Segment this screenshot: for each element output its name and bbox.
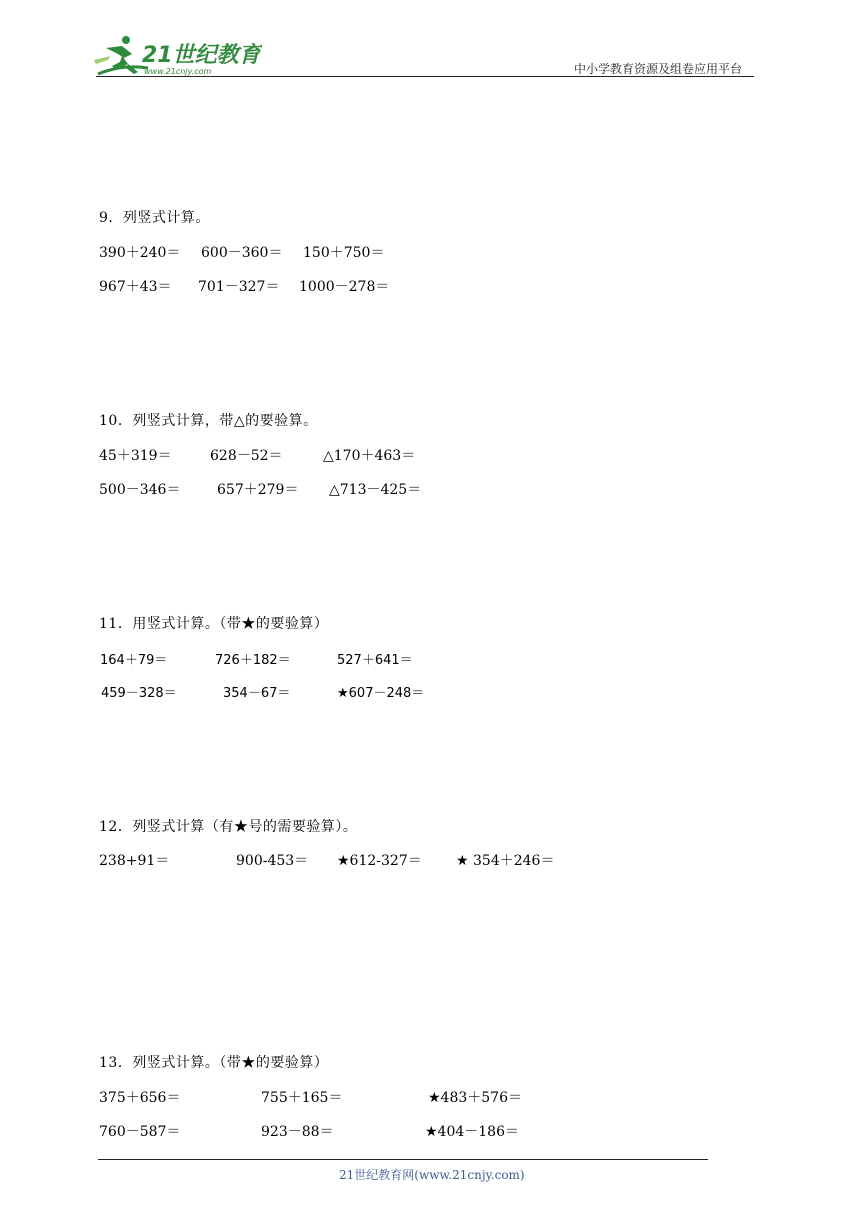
- q9-expr: 1000－278＝: [299, 279, 390, 295]
- q11-expr: 459－328＝: [101, 686, 177, 701]
- footer-link[interactable]: 21世纪教育网(www.21cnjy.com): [339, 1168, 525, 1182]
- q9-expr: 701－327＝: [198, 279, 280, 295]
- q9-expr: 150＋750＝: [303, 245, 385, 261]
- runner-logo-icon: [92, 34, 262, 78]
- q12-expr: ★612-327＝: [337, 853, 422, 869]
- q11-expr: ★607－248＝: [337, 686, 425, 701]
- q10-expr: △170＋463＝: [323, 448, 416, 464]
- q13-expr: 755＋165＝: [261, 1090, 343, 1106]
- q10-expr: 628－52＝: [210, 448, 283, 464]
- logo-text: 21世纪教育: [142, 43, 261, 68]
- logo-url: www.21cnjy.com: [144, 67, 212, 76]
- q12-expr: 900-453＝: [236, 853, 309, 869]
- question-10-title: 10．列竖式计算，带△的要验算。: [99, 413, 318, 429]
- q12-expr: ★ 354＋246＝: [456, 853, 555, 869]
- question-11-title: 11．用竖式计算。（带★的要验算）: [99, 616, 329, 632]
- site-logo: [92, 34, 262, 78]
- q10-expr: 657＋279＝: [217, 482, 299, 498]
- question-13-title: 13．列竖式计算。（带★的要验算）: [99, 1055, 329, 1071]
- q11-expr: 354－67＝: [223, 686, 291, 701]
- q13-expr: 760－587＝: [99, 1124, 181, 1140]
- q11-expr: 726＋182＝: [215, 653, 291, 668]
- q13-expr: 375＋656＝: [99, 1090, 181, 1106]
- site-name: 中小学教育资源及组卷应用平台: [574, 62, 743, 76]
- question-12-title: 12．列竖式计算（有★号的需要验算）。: [99, 819, 358, 835]
- q11-expr: 527＋641＝: [337, 653, 413, 668]
- q10-expr: △713－425＝: [329, 482, 422, 498]
- q13-expr: 923－88＝: [261, 1124, 334, 1140]
- q10-expr: 45＋319＝: [99, 448, 172, 464]
- q13-expr: ★404－186＝: [425, 1124, 519, 1140]
- header-divider: [96, 76, 754, 77]
- q13-expr: ★483＋576＝: [428, 1090, 522, 1106]
- footer-divider: [98, 1159, 708, 1160]
- q9-expr: 600－360＝: [201, 245, 283, 261]
- q11-expr: 164＋79＝: [100, 653, 168, 668]
- q12-expr: 238+91＝: [99, 853, 170, 869]
- q9-expr: 967＋43＝: [99, 279, 172, 295]
- question-9-title: 9．列竖式计算。: [99, 210, 210, 226]
- q9-expr: 390＋240＝: [99, 245, 181, 261]
- q10-expr: 500－346＝: [99, 482, 181, 498]
